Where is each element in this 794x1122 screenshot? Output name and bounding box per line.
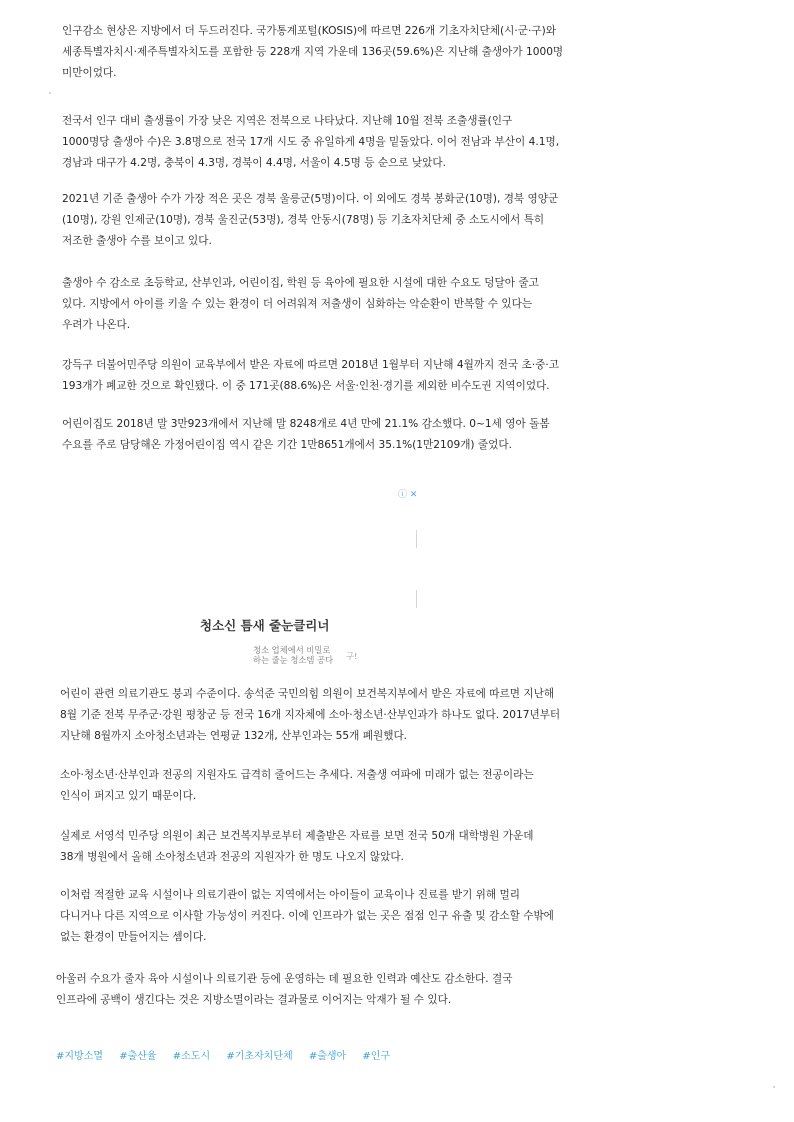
article-paragraph [56, 969, 512, 1011]
text-line: 1000명당 출생아 수)은 3.8명으로 전국 17개 시도 중 유일하게 4명을 밑돌았다. 이어 전남과 부산이 4.1명, [62, 136, 560, 148]
tag-link[interactable]: #인구 [362, 1051, 391, 1062]
text-line: 아울러 수요가 줄자 육아 시설이나 의료기관 등에 운영하는 데 필요한 인력과 예산도 감소한다. 결국 [56, 973, 513, 985]
article-paragraph [62, 189, 558, 252]
text-line: 8월 기준 전북 무주군·강원 평창군 등 전국 16개 지자체에 소아·청소년·산부인과가 하나도 없다. 2017년부터 [60, 709, 561, 721]
text-line: 저조한 출생아 수를 보이고 있다. [62, 235, 212, 247]
text-line: 인식이 퍼지고 있기 때문이다. [60, 790, 197, 802]
text-line: 다니거나 다른 지역으로 이사할 가능성이 커진다. 이에 인프라가 없는 곳은 점점 인구 유출 및 감소할 수밖에 [60, 910, 554, 922]
text-line: 실제로 서영석 민주당 의원이 최근 보건복지부로부터 제출받은 자료를 보면 전국 50개 대학병원 가운데 [60, 830, 534, 842]
text-line: 미만이었다. [62, 67, 117, 79]
text-line: (10명), 강원 인제군(10명), 경북 울진군(53명), 경북 안동시(78명) 등 기초자치단체 중 소도시에서 특히 [62, 214, 545, 226]
text-line: 없는 환경이 만들어지는 셈이다. [60, 931, 207, 943]
text-line: 경남과 대구가 4.2명, 충북이 4.3명, 경북이 4.4명, 서울이 4.5명 등 순으로 낮았다. [62, 157, 446, 169]
ad-description-line: 청소 업체에서 비밀로 [253, 645, 331, 655]
ad-description-line: 하는 줄눈 청소템 공다 [253, 655, 334, 665]
tag-link[interactable]: #출생아 [308, 1051, 347, 1062]
scan-speck [773, 1086, 775, 1088]
text-line: 어린이 관련 의료기관도 붕괴 수준이다. 송석준 국민의힘 의원이 보건복지부에서 받은 자료에 따르면 지난해 [60, 688, 555, 700]
tag-link[interactable]: #소도시 [172, 1051, 211, 1062]
tag-link[interactable]: #출산율 [119, 1051, 157, 1062]
ad-headline[interactable]: 청소신 틈새 줄눈클리너 [200, 618, 330, 633]
text-line: 2021년 기준 출생아 수가 가장 적은 곳은 경북 울릉군(5명)이다. 이 외에도 경북 봉화군(10명), 경북 영양군 [62, 193, 559, 205]
text-line: 어린이집도 2018년 말 3만923개에서 지난해 말 8248개로 4년 만에 21.1% 감소했다. 0~1세 영아 돌봄 [62, 418, 550, 430]
text-line: 소아·청소년·산부인과 전공의 지원자도 급격히 줄어드는 추세다. 저출생 여파에 미래가 없는 전공이라는 [60, 769, 534, 781]
text-line: 우려가 나온다. [62, 319, 131, 331]
article-paragraph [62, 21, 563, 84]
text-line: 193개가 폐교한 것으로 확인됐다. 이 중 171곳(88.6%)은 서울·인천·경기를 제외한 비수도권 지역이었다. [62, 380, 550, 392]
text-line: 38개 병원에서 올해 소아청소년과 전공의 지원자가 한 명도 나오지 않았다. [60, 851, 404, 863]
article-paragraph [60, 765, 534, 807]
ad-description[interactable] [253, 645, 333, 665]
ad-description-tail: 구! [346, 651, 358, 661]
article-paragraph [62, 414, 550, 456]
article-paragraph [60, 684, 560, 747]
article-paragraph [60, 826, 533, 868]
text-line: 세종특별자치시·제주특별자치도를 포함한 등 228개 지역 가운데 136곳(59.6%)은 지난해 출생아가 1000명 [62, 46, 564, 58]
article-paragraph [62, 355, 559, 397]
ad-divider [416, 530, 417, 548]
text-line: 인구감소 현상은 지방에서 더 두드러진다. 국가통계포털(KOSIS)에 따르면 226개 기초자치단체(시·군·구)와 [62, 25, 556, 37]
tag-list [56, 1047, 403, 1062]
text-line: 인프라에 공백이 생긴다는 것은 지방소멸이라는 결과물로 이어지는 악재가 될 수 있다. [56, 994, 452, 1006]
tag-link[interactable]: #지방소멸 [56, 1051, 104, 1062]
text-line: 출생아 수 감소로 초등학교, 산부인과, 어린이집, 학원 등 육아에 필요한 시설에 대한 수요도 덩달아 줄고 [62, 277, 539, 289]
article-paragraph [60, 885, 554, 948]
text-line: 강득구 더불어민주당 의원이 교육부에서 받은 자료에 따르면 2018년 1월부터 지난해 4월까지 전국 초·중·고 [62, 359, 559, 371]
scan-speck [49, 92, 51, 94]
article-paragraph [62, 273, 539, 336]
ad-divider [416, 590, 417, 608]
text-line: 이처럼 적절한 교육 시설이나 의료기관이 없는 지역에서는 아이들이 교육이나 진료를 받기 위해 멀리 [60, 889, 520, 901]
tag-link[interactable]: #기초자치단체 [226, 1051, 293, 1062]
text-line: 수요를 주로 담당해온 가정어린이집 역시 같은 기간 1만8651개에서 35.1%(1만2109개) 줄었다. [62, 439, 512, 451]
article-paragraph [62, 111, 559, 174]
ad-choices-icon[interactable]: ⓘ ✕ [398, 490, 418, 500]
text-line: 지난해 8월까지 소아청소년과는 연평균 132개, 산부인과는 55개 폐원했다. [60, 730, 408, 742]
text-line: 있다. 지방에서 아이를 키울 수 있는 환경이 더 어려워져 저출생이 심화하는 악순환이 반복할 수 있다는 [62, 298, 533, 310]
text-line: 전국서 인구 대비 출생률이 가장 낮은 지역은 전북으로 나타났다. 지난해 10월 전북 조출생률(인구 [62, 115, 513, 127]
